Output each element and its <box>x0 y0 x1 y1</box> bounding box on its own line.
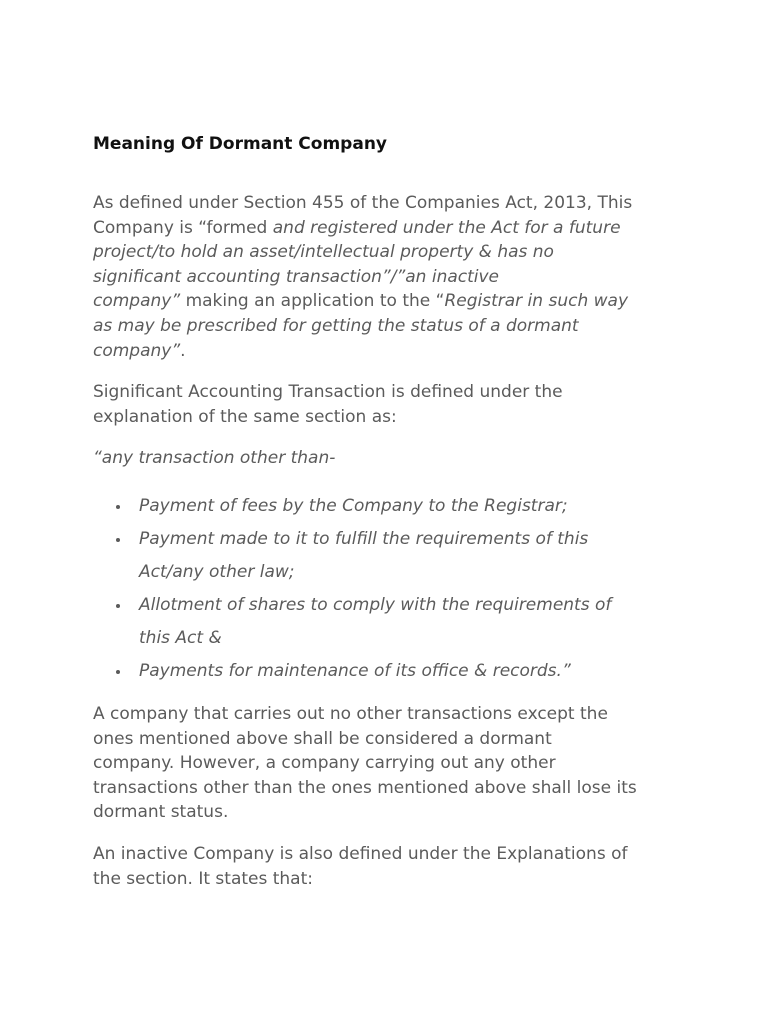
text-line: explanation of the same section as: <box>93 406 397 427</box>
list-item-text: Allotment of shares to comply with the requirements of <box>139 594 612 615</box>
list-item-text: Payment of fees by the Company to the Registrar; <box>139 495 568 516</box>
page-title: Meaning Of Dormant Company <box>93 134 388 154</box>
bullet-icon <box>116 604 120 608</box>
text-line: . <box>180 340 186 361</box>
italic-text: Registrar in such way <box>444 291 628 312</box>
text-line: ones mentioned above shall be considered a dormant <box>93 728 552 749</box>
text-line: As defined under Section 455 of the Companies Act, 2013, This <box>93 193 633 213</box>
definition-paragraph <box>93 191 683 363</box>
italic-text: company” <box>93 291 181 312</box>
text-line: A company that carries out no other transactions except the <box>93 703 608 724</box>
text-line: the section. It states that: <box>93 868 313 889</box>
text-line: Significant Accounting Transaction is defined under the <box>93 382 563 403</box>
list-item <box>93 655 683 688</box>
text-line: dormant status. <box>93 802 229 823</box>
italic-text: company” <box>93 340 181 361</box>
text-line: company. However, a company carrying out any other <box>93 753 556 774</box>
bullet-icon <box>116 670 120 674</box>
list-item-text: Payments for maintenance of its office & records.” <box>139 660 571 681</box>
list-item <box>93 523 683 589</box>
italic-text: project/to hold an asset/intellectual property & has no <box>93 242 554 263</box>
inactive-company-paragraph <box>93 842 683 891</box>
list-item-text: this Act & <box>139 627 222 648</box>
text-line: transactions other than the ones mentioned above shall lose its <box>93 777 637 798</box>
text-line: An inactive Company is also defined under the Explanations of <box>93 843 628 864</box>
list-item-text: Act/any other law; <box>139 561 295 582</box>
quote-intro: “any transaction other than- <box>93 448 336 469</box>
bullet-icon <box>116 538 120 542</box>
list-item-text: Payment made to it to fulfill the requirements of this <box>139 528 589 549</box>
text-line: making an application to the “ <box>180 291 445 312</box>
italic-text: as may be prescribed for getting the status of a dormant <box>93 315 579 336</box>
italic-text: significant accounting transaction”/”an inactive <box>93 266 500 287</box>
text-line: Company is “formed <box>93 217 273 238</box>
list-item <box>93 490 683 523</box>
transaction-list <box>93 490 683 688</box>
italic-text: and registered under the Act for a future <box>272 217 621 238</box>
bullet-icon <box>116 505 120 509</box>
document-page <box>93 131 683 891</box>
dormant-status-paragraph <box>93 702 683 825</box>
list-item <box>93 589 683 655</box>
explanation-paragraph <box>93 380 683 429</box>
